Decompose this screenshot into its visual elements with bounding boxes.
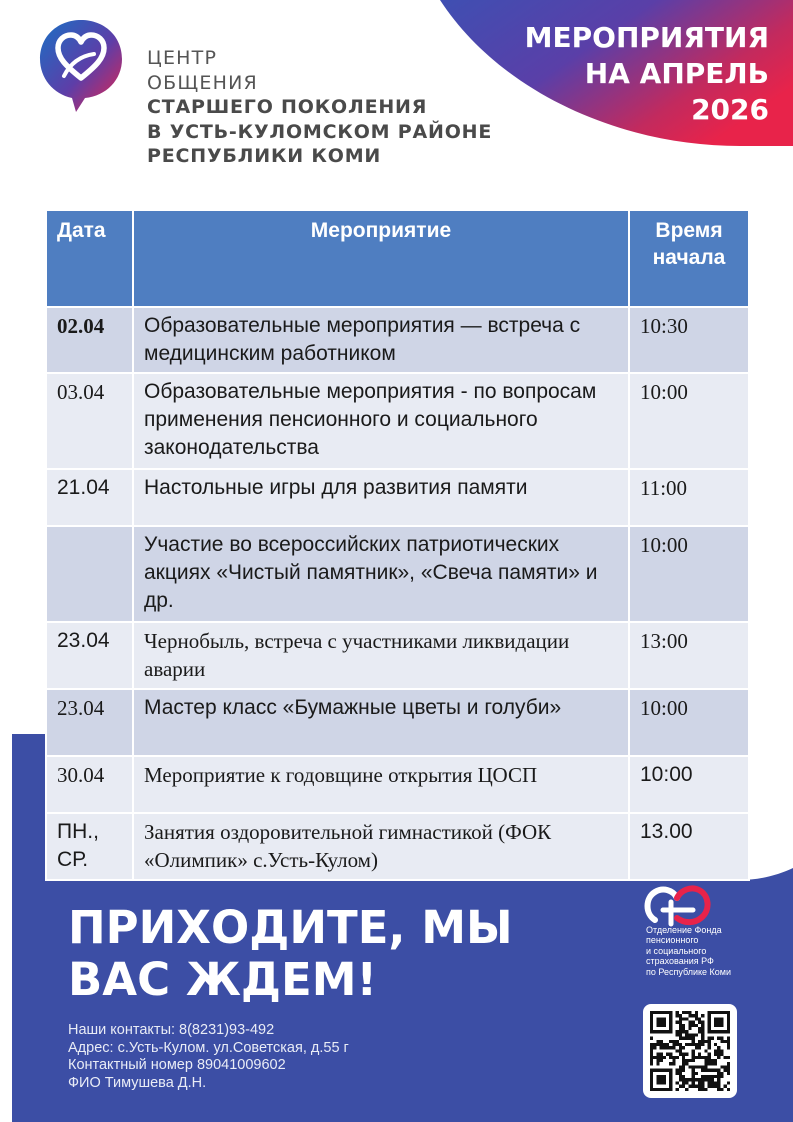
- row-event: Образовательные мероприятия — встреча с медицинским работником: [133, 307, 629, 373]
- table-row: [46, 307, 749, 373]
- row-date: ПН., СР.: [46, 813, 133, 880]
- org-line-1: ЦЕНТР: [147, 47, 218, 69]
- row-date: 21.04: [46, 469, 133, 526]
- row-time: 10:00: [629, 373, 749, 469]
- contact-phone: Наши контакты: 8(8231)93-492: [68, 1022, 275, 1038]
- row-time: 10:00: [629, 689, 749, 756]
- row-time: 10:30: [629, 307, 749, 373]
- qr-code-icon: [650, 1011, 730, 1091]
- row-event: Участие во всероссийских патриотических акциях «Чистый памятник», «Свеча памяти» и др.: [133, 526, 629, 622]
- row-time: 13:00: [629, 622, 749, 689]
- row-date: [46, 526, 133, 622]
- title-line-2: НА АПРЕЛЬ: [584, 57, 769, 90]
- contact-mobile: Контактный номер 89041009602: [68, 1057, 286, 1073]
- partner-line-4: страхования РФ: [646, 956, 714, 967]
- org-line-3: СТАРШЕГО ПОКОЛЕНИЯ: [147, 96, 428, 118]
- slogan-line-1: ПРИХОДИТЕ, МЫ: [68, 901, 513, 954]
- slogan-line-2: ВАС ЖДЕМ!: [68, 953, 378, 1006]
- table-row: [46, 813, 749, 880]
- row-event: Образовательные мероприятия - по вопросам применения пенсионного и социального законодательства: [133, 373, 629, 469]
- contact-address: Адрес: с.Усть-Кулом. ул.Советская, д.55 г: [68, 1039, 349, 1056]
- events-table: [45, 209, 750, 881]
- org-line-4: В УСТЬ-КУЛОМСКОМ РАЙОНЕ: [147, 120, 493, 143]
- row-time: 13.00: [629, 813, 749, 880]
- title-line-1: МЕРОПРИЯТИЯ: [524, 21, 769, 54]
- row-time: 10:00: [629, 756, 749, 813]
- contact-person: ФИО Тимушева Д.Н.: [68, 1074, 207, 1091]
- qr-code[interactable]: [643, 1004, 737, 1098]
- row-date: 23.04: [46, 689, 133, 756]
- column-header-time: [629, 210, 749, 307]
- org-line-2: ОБЩЕНИЯ: [147, 71, 258, 94]
- table-row: [46, 689, 749, 756]
- row-event: Мероприятие к годовщине открытия ЦОСП: [133, 756, 629, 813]
- row-event: Настольные игры для развития памяти: [133, 469, 629, 526]
- column-header-time-line2: начала: [652, 246, 726, 269]
- column-header-time-line1: Время: [655, 219, 723, 242]
- partner-line-1: Отделение Фонда: [646, 925, 722, 935]
- table-row: [46, 622, 749, 689]
- partner-name: [646, 925, 766, 977]
- partner-line-3: и социального: [646, 945, 707, 956]
- page-title: [525, 20, 769, 128]
- table-row: [46, 526, 749, 622]
- row-date: 30.04: [46, 756, 133, 813]
- row-date: 03.04: [46, 373, 133, 469]
- org-line-5: РЕСПУБЛИКИ КОМИ: [147, 145, 382, 167]
- table-header-row: [46, 210, 749, 307]
- table-row: [46, 469, 749, 526]
- social-fund-logo-icon: [641, 880, 715, 928]
- row-event: Мастер класс «Бумажные цветы и голуби»: [133, 689, 629, 756]
- partner-line-2: пенсионного: [646, 935, 699, 946]
- row-date: 02.04: [46, 307, 133, 373]
- contacts-block: [68, 1022, 349, 1092]
- column-header-event: Мероприятие: [133, 210, 629, 307]
- slogan: [68, 902, 513, 1006]
- row-time: 11:00: [629, 469, 749, 526]
- row-event: Занятия оздоровительной гимнастикой (ФОК «Олимпик» с.Усть-Кулом): [133, 813, 629, 880]
- row-date: 23.04: [46, 622, 133, 689]
- row-time: 10:00: [629, 526, 749, 622]
- row-event: Чернобыль, встреча с участниками ликвидации аварии: [133, 622, 629, 689]
- table-row: [46, 756, 749, 813]
- title-line-3: 2026: [691, 93, 769, 126]
- partner-line-5: по Республике Коми: [646, 966, 732, 977]
- center-logo-icon: [36, 14, 126, 114]
- table-row: [46, 373, 749, 469]
- column-header-date: Дата: [46, 210, 133, 307]
